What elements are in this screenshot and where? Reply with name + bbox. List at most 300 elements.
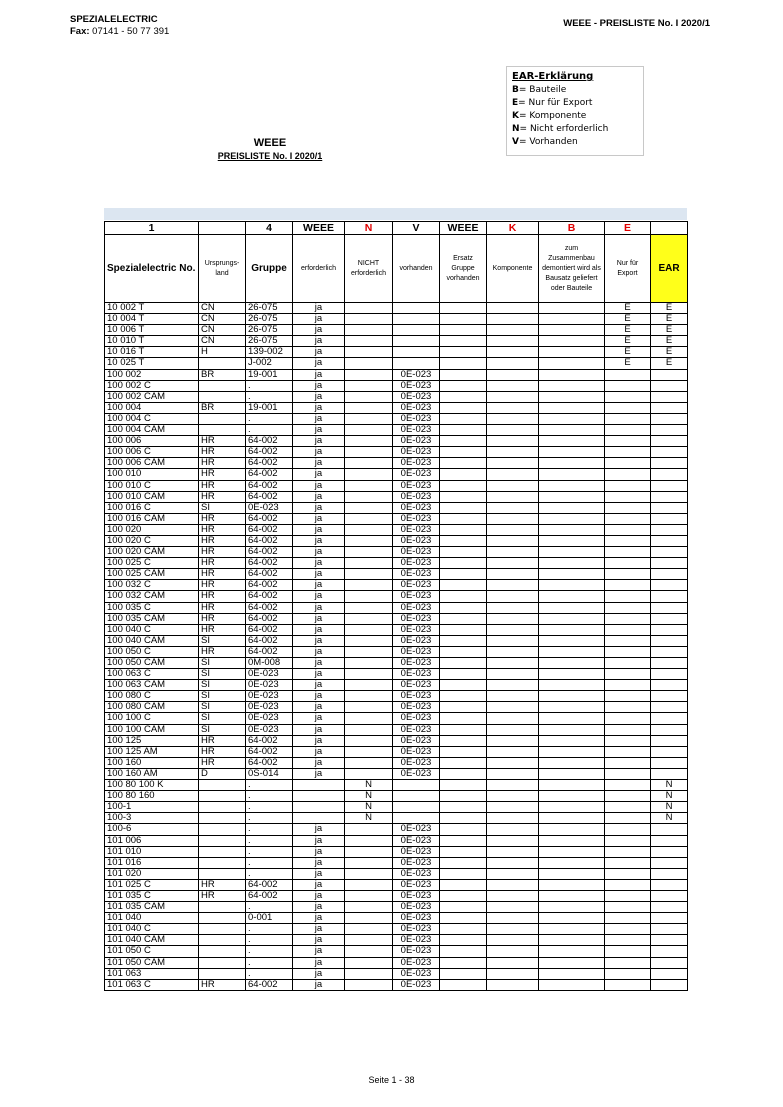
table-cell [440,968,487,979]
table-cell [440,746,487,757]
fax-number: 07141 - 50 77 391 [89,26,170,37]
table-cell [605,624,651,635]
table-cell: 0E-023 [393,935,440,946]
column-header: NICHT erforderlich [345,235,393,303]
table-cell: CN [199,336,246,347]
table-cell [440,658,487,669]
table-cell: 0E-023 [393,835,440,846]
table-cell [539,879,605,890]
table-cell [487,314,539,325]
table-cell: N [651,802,688,813]
table-cell: ja [293,658,345,669]
table-row [105,658,688,669]
table-cell [440,702,487,713]
table-cell [487,502,539,513]
table-cell: 64-002 [246,613,293,624]
table-cell: HR [199,535,246,546]
table-cell [605,691,651,702]
table-cell [487,391,539,402]
table-cell [440,669,487,680]
article-number-cell: 10 004 T [105,314,199,325]
table-cell [345,680,393,691]
table-cell: 0E-023 [246,724,293,735]
table-cell [199,413,246,424]
column-header: Ursprungs-land [199,235,246,303]
table-cell [487,658,539,669]
table-cell: 64-002 [246,879,293,890]
table-cell [345,569,393,580]
table-cell [651,380,688,391]
table-cell: 0E-023 [393,380,440,391]
table-row [105,325,688,336]
table-cell: 64-002 [246,757,293,768]
table-cell [440,569,487,580]
table-cell [605,535,651,546]
table-cell: HR [199,458,246,469]
table-cell [539,425,605,436]
table-cell [605,569,651,580]
article-number-cell: 100 050 C [105,646,199,657]
table-cell [539,746,605,757]
article-number-cell: 101 063 [105,968,199,979]
price-table-body [105,303,688,991]
table-cell [539,658,605,669]
table-row [105,757,688,768]
article-number-cell: 100 020 C [105,535,199,546]
table-cell: ja [293,724,345,735]
table-cell: ja [293,436,345,447]
table-cell: 0-001 [246,913,293,924]
table-cell: ja [293,957,345,968]
table-cell [345,946,393,957]
table-cell [539,524,605,535]
table-cell [440,491,487,502]
table-row [105,979,688,990]
table-cell: HR [199,879,246,890]
table-cell [605,735,651,746]
table-cell: HR [199,757,246,768]
table-cell [440,646,487,657]
table-cell [605,879,651,890]
article-number-cell: 100 100 C [105,713,199,724]
article-number-cell: 100-6 [105,824,199,835]
column-header-ear: EAR [651,235,688,303]
table-cell [651,613,688,624]
table-cell [345,535,393,546]
article-number-cell: 100 80 160 [105,791,199,802]
table-cell: J-002 [246,358,293,369]
table-cell [539,469,605,480]
ear-legend-text: = Nur für Export [518,98,593,108]
table-cell [440,547,487,558]
table-cell [605,402,651,413]
table-cell [440,802,487,813]
table-cell [605,513,651,524]
table-cell [651,757,688,768]
table-cell: HR [199,602,246,613]
table-cell [345,746,393,757]
article-number-cell: 100-1 [105,802,199,813]
table-cell [605,713,651,724]
table-cell [487,946,539,957]
table-cell [199,935,246,946]
table-cell [440,502,487,513]
table-row [105,680,688,691]
table-cell: BR [199,369,246,380]
table-cell: 0E-023 [393,924,440,935]
table-cell: 0E-023 [393,824,440,835]
table-cell [539,358,605,369]
table-cell [605,480,651,491]
table-cell [440,469,487,480]
table-cell: 0E-023 [393,957,440,968]
table-cell [651,946,688,957]
table-cell: E [605,325,651,336]
table-cell [605,746,651,757]
table-cell: ja [293,580,345,591]
table-cell: ja [293,902,345,913]
ear-legend-text: = Bauteile [518,85,567,95]
table-cell: . [246,824,293,835]
table-cell [605,547,651,558]
table-row [105,502,688,513]
table-cell: . [246,902,293,913]
table-cell [605,658,651,669]
table-cell: ja [293,946,345,957]
table-cell [345,480,393,491]
table-cell: 0E-023 [393,757,440,768]
table-cell [487,669,539,680]
table-cell: ja [293,513,345,524]
table-cell [651,469,688,480]
table-cell [487,491,539,502]
table-cell [199,846,246,857]
table-cell [605,846,651,857]
table-cell [487,702,539,713]
table-cell: ja [293,558,345,569]
ear-legend-text: = Komponente [518,111,587,121]
article-number-cell: 100 080 C [105,691,199,702]
table-cell [605,835,651,846]
table-row [105,791,688,802]
table-cell [345,591,393,602]
table-cell [345,425,393,436]
table-cell: . [246,380,293,391]
table-cell: ja [293,336,345,347]
table-row [105,669,688,680]
table-cell: . [246,802,293,813]
article-number-cell: 101 050 CAM [105,957,199,968]
table-cell [605,669,651,680]
table-cell: ja [293,979,345,990]
table-cell [440,402,487,413]
table-cell [539,669,605,680]
table-cell [440,580,487,591]
table-cell [487,513,539,524]
table-cell [199,946,246,957]
table-cell [651,824,688,835]
table-row [105,724,688,735]
table-cell [345,513,393,524]
table-cell: E [651,336,688,347]
table-cell [539,935,605,946]
table-cell: 64-002 [246,469,293,480]
table-cell: 64-002 [246,646,293,657]
table-cell [539,558,605,569]
table-cell [440,535,487,546]
table-cell [199,968,246,979]
table-cell [345,902,393,913]
table-cell: ja [293,702,345,713]
article-number-cell: 100 016 C [105,502,199,513]
table-cell [539,369,605,380]
table-cell [605,425,651,436]
table-cell [345,447,393,458]
table-cell [651,635,688,646]
table-cell [487,413,539,424]
table-cell: 0E-023 [393,868,440,879]
table-cell [651,857,688,868]
table-row [105,413,688,424]
table-row [105,902,688,913]
table-cell [345,857,393,868]
table-cell [199,791,246,802]
table-row [105,458,688,469]
table-cell [440,558,487,569]
table-row [105,824,688,835]
table-cell [393,802,440,813]
table-cell [345,491,393,502]
article-number-cell: 101 063 C [105,979,199,990]
table-cell [487,791,539,802]
table-cell [539,946,605,957]
table-cell [539,957,605,968]
table-cell [440,624,487,635]
table-cell [199,780,246,791]
table-cell: 0E-023 [393,946,440,957]
table-row [105,547,688,558]
article-number-cell: 100 004 C [105,413,199,424]
table-cell: ja [293,913,345,924]
table-cell [345,935,393,946]
table-cell: E [605,358,651,369]
table-row [105,946,688,957]
table-cell [539,646,605,657]
table-cell: 0E-023 [393,436,440,447]
article-number-cell: 100 080 CAM [105,702,199,713]
table-cell: 0E-023 [393,658,440,669]
article-number-cell: 100 020 CAM [105,547,199,558]
table-cell [487,968,539,979]
table-cell [345,602,393,613]
table-row [105,746,688,757]
table-cell [487,535,539,546]
ear-legend-item [512,136,643,149]
table-cell [199,813,246,824]
table-row [105,646,688,657]
table-cell [440,957,487,968]
table-cell [440,857,487,868]
article-number-cell: 100 040 C [105,624,199,635]
table-cell: 0E-023 [393,402,440,413]
table-row [105,702,688,713]
article-number-cell: 10 016 T [105,347,199,358]
table-cell [345,436,393,447]
table-cell [539,569,605,580]
table-row [105,879,688,890]
table-cell: HR [199,580,246,591]
table-cell [293,791,345,802]
table-cell [539,735,605,746]
table-cell [345,890,393,901]
table-cell: ja [293,402,345,413]
table-cell: 0E-023 [246,713,293,724]
table-cell [393,303,440,314]
table-cell: 0E-023 [393,535,440,546]
table-cell [651,890,688,901]
table-cell: ja [293,347,345,358]
table-cell [487,380,539,391]
table-cell [487,780,539,791]
table-cell [605,868,651,879]
table-cell: 64-002 [246,591,293,602]
column-header: Gruppe [246,235,293,303]
table-cell [393,813,440,824]
article-number-cell: 100 002 C [105,380,199,391]
table-cell [487,768,539,779]
table-cell [539,868,605,879]
table-cell [393,336,440,347]
article-number-cell: 100 004 [105,402,199,413]
table-cell [487,447,539,458]
table-cell [440,369,487,380]
table-cell [199,868,246,879]
table-cell [651,713,688,724]
table-cell [651,979,688,990]
table-cell [393,325,440,336]
table-cell: CN [199,303,246,314]
table-cell [487,757,539,768]
company-name: SPEZIALELECTRIC [70,14,158,25]
table-row [105,857,688,868]
table-cell: HR [199,613,246,624]
table-row [105,968,688,979]
ear-legend-key: E [512,98,519,108]
table-cell: 0E-023 [393,979,440,990]
article-number-cell: 101 006 [105,835,199,846]
table-cell [345,469,393,480]
article-number-cell: 100 050 CAM [105,658,199,669]
table-cell [199,913,246,924]
table-cell [487,480,539,491]
table-cell [651,569,688,580]
col-code: WEEE [293,222,345,235]
column-header: Ersatz Gruppe vorhanden [440,235,487,303]
article-number-cell: 100 032 CAM [105,591,199,602]
table-cell: 139-002 [246,347,293,358]
table-cell [605,458,651,469]
table-row [105,535,688,546]
table-cell [393,780,440,791]
article-number-cell: 100 006 CAM [105,458,199,469]
table-cell: CN [199,325,246,336]
table-cell: . [246,791,293,802]
table-row [105,369,688,380]
table-cell [345,413,393,424]
table-row [105,358,688,369]
table-cell: 0E-023 [246,680,293,691]
table-cell [440,458,487,469]
table-cell [487,425,539,436]
table-cell [487,846,539,857]
table-row [105,314,688,325]
table-cell [440,868,487,879]
table-cell [199,358,246,369]
table-cell [539,813,605,824]
table-cell [487,713,539,724]
table-cell [605,924,651,935]
table-cell [651,369,688,380]
table-cell [487,813,539,824]
table-cell: E [651,325,688,336]
table-cell [651,458,688,469]
table-cell [440,768,487,779]
table-cell: 64-002 [246,535,293,546]
table-cell [199,824,246,835]
table-cell: ja [293,535,345,546]
table-cell: 64-002 [246,602,293,613]
article-number-cell: 101 035 CAM [105,902,199,913]
table-cell: 0S-014 [246,768,293,779]
table-cell: . [246,957,293,968]
table-cell [199,835,246,846]
table-cell: ja [293,613,345,624]
table-cell [651,524,688,535]
table-cell [605,646,651,657]
article-number-cell: 100 040 CAM [105,635,199,646]
table-cell: N [345,780,393,791]
table-row [105,591,688,602]
table-cell: ja [293,491,345,502]
table-cell: 0E-023 [393,913,440,924]
table-cell [345,835,393,846]
table-cell [440,602,487,613]
table-cell [487,602,539,613]
table-row [105,580,688,591]
article-number-cell: 100 035 CAM [105,613,199,624]
table-row [105,436,688,447]
table-cell [487,358,539,369]
table-cell [539,380,605,391]
table-cell [487,924,539,935]
table-cell: 64-002 [246,491,293,502]
table-cell: 64-002 [246,569,293,580]
table-cell [605,447,651,458]
table-cell: ja [293,391,345,402]
table-cell: N [651,780,688,791]
table-cell: ja [293,469,345,480]
table-cell: . [246,857,293,868]
table-cell: HR [199,469,246,480]
table-cell [440,890,487,901]
table-cell [345,524,393,535]
table-cell [539,413,605,424]
article-number-cell: 100 002 CAM [105,391,199,402]
table-cell [345,336,393,347]
table-row [105,735,688,746]
table-cell [345,547,393,558]
table-cell [293,813,345,824]
